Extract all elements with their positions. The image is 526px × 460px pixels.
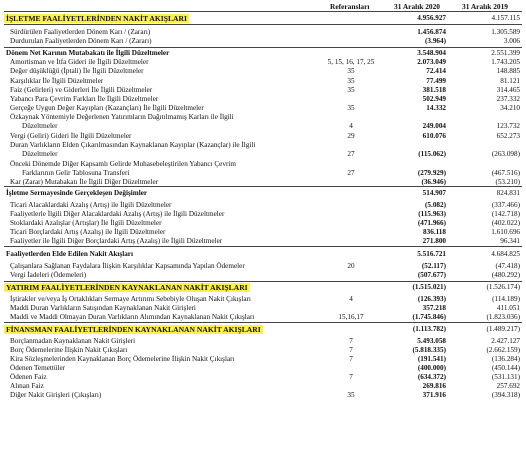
row-note-ref: 29 (347, 132, 355, 140)
row-value-2019: 34.210 (500, 104, 520, 112)
row-note-ref: 27 (347, 150, 355, 158)
row-label: Faaliyetlerle İlgili Diğer Alacaklardaki Azalış (Artış) ile İlgili Düzeltmeler (10, 210, 225, 218)
row-value-2020: (191.541) (417, 355, 446, 363)
table-row (0, 313, 526, 322)
table-row (0, 271, 526, 280)
row-value-2019: (402.022) (491, 219, 520, 227)
row-value-2020: (1.745.846) (412, 313, 446, 321)
header-2019: 31 Aralık 2019 (462, 2, 508, 11)
row-value-2019: (47.418) (495, 262, 520, 270)
row-label: Ödenen Faiz (10, 373, 47, 381)
row-value-2020: (36.946) (421, 178, 446, 186)
row-value-2020: 3.548.904 (417, 49, 446, 57)
row-value-2020: (279.929) (417, 169, 446, 177)
row-note-ref: 15,16,17 (338, 313, 364, 321)
table-row (0, 28, 526, 37)
row-value-2020: 357.218 (422, 304, 446, 312)
table-row (0, 141, 526, 150)
row-label: Dönem Net Karının Mutabakatı ile İlgili Düzeltmeler (6, 49, 170, 57)
section-rule (4, 322, 522, 323)
table-row (0, 283, 526, 292)
row-value-2019: 314.465 (496, 86, 520, 94)
row-note-ref: 7 (349, 373, 353, 381)
row-value-2019: 4.684.825 (491, 250, 520, 258)
row-value-2020: (5.818.335) (412, 346, 446, 354)
row-label: Maddi Duran Varlıkların Satışından Kaynaklanan Nakit Girişleri (10, 304, 196, 312)
row-label: İşletme Sermayesinde Gerçekleşen Değişimler (6, 189, 148, 197)
row-label: Faaliyetler ile İlgili Diğer Borçlardaki Artış (Azalış) ile İlgili Düzeltmeler (10, 237, 223, 245)
row-value-2020: 610.076 (422, 132, 446, 140)
row-note-ref: 35 (347, 391, 355, 399)
row-label: Vergi (Geliri) Gideri İle İlgili Düzeltmeler (10, 132, 132, 140)
row-note-ref: 27 (347, 169, 355, 177)
row-value-2019: 1.610.696 (491, 228, 520, 236)
row-value-2020: 72.414 (426, 67, 446, 75)
row-label: Karşılıklar İle İlgili Düzeltmeler (10, 77, 104, 85)
table-row (0, 201, 526, 210)
header-2020: 31 Aralık 2020 (394, 2, 440, 11)
row-value-2020: (400.000) (417, 364, 446, 372)
table-row (0, 228, 526, 237)
row-label: Borç Ödemelerine İlişkin Nakit Çıkışları (10, 346, 128, 354)
row-value-2019: (1.489.217) (486, 325, 520, 333)
table-row (0, 14, 526, 23)
table-row (0, 355, 526, 364)
row-label: Borçlanmadan Kaynaklanan Nakit Girişleri (10, 337, 136, 345)
section-rule (4, 246, 522, 247)
row-value-2019: 411.051 (496, 304, 520, 312)
table-row (0, 49, 526, 58)
row-value-2019: (337.466) (491, 201, 520, 209)
row-label: Stoklardaki Azalışlar (Artışlar) İle İlgili Düzeltmeler (10, 219, 162, 227)
row-value-2020: 1.456.874 (417, 28, 446, 36)
table-row (0, 219, 526, 228)
row-label: Değer düşüklüğü (İptali) İle İlgili Düzeltmeler (10, 67, 144, 75)
row-value-2019: 257.692 (496, 382, 520, 390)
table-row (0, 160, 526, 169)
row-value-2019: (531.131) (491, 373, 520, 381)
row-label: Duran Varlıkların Elden Çıkarılmasından Kaynaklanan Kayıplar (Kazançlar) ile İlgili (10, 141, 256, 149)
table-row (0, 67, 526, 76)
row-value-2020: 4.956.927 (417, 14, 446, 22)
row-label: Diğer Nakit Girişleri (Çıkışları) (10, 391, 102, 399)
table-row (0, 325, 526, 334)
row-value-2020: 2.073.049 (417, 58, 446, 66)
table-row (0, 113, 526, 122)
row-value-2020: 514.907 (422, 189, 446, 197)
table-row (0, 86, 526, 95)
table-row (0, 58, 526, 67)
row-value-2019: (142.718) (491, 210, 520, 218)
row-value-2019: (1.823.036) (486, 313, 520, 321)
row-label: Gerçeğe Uygun Değer Kayıpları (Kazançları) İle İlgili Düzeltmeler (10, 104, 204, 112)
row-label: Vergi İadeleri (Ödemeleri) (10, 271, 87, 279)
table-row (0, 77, 526, 86)
row-value-2020: 502.949 (422, 95, 446, 103)
row-label: Ticari Borçlardaki Artış (Azalış) ile İlgili Düzeltmeler (10, 228, 166, 236)
row-label: Kar (Zarar) Mutabakatı İle İlgili Diğer Düzeltmeler (10, 178, 159, 186)
row-value-2020: 249.004 (422, 122, 446, 130)
row-value-2020: 271.800 (422, 237, 446, 245)
row-value-2019: 824.831 (496, 189, 520, 197)
row-note-ref: 35 (347, 86, 355, 94)
row-label: Sürdürülen Faaliyetlerden Dönem Karı / (Zararı) (10, 28, 151, 36)
table-row (0, 237, 526, 246)
row-label (6, 283, 250, 292)
row-label: Amortisman ve İtfa Gideri ile İlgili Düzeltmeler (10, 58, 149, 66)
row-note-ref: 7 (349, 346, 353, 354)
table-row (0, 210, 526, 219)
row-value-2020: (5.082) (425, 201, 446, 209)
row-value-2020: 77.499 (426, 77, 446, 85)
row-note-ref: 7 (349, 355, 353, 363)
table-row (0, 364, 526, 373)
row-note-ref: 20 (347, 262, 355, 270)
row-value-2019: 1.743.205 (491, 58, 520, 66)
table-row (0, 132, 526, 141)
table-row (0, 169, 526, 178)
row-value-2019: 2.551.399 (491, 49, 520, 57)
row-value-2020: (126.393) (417, 295, 446, 303)
table-row (0, 104, 526, 113)
row-label: Ödenen Temettüler (10, 364, 66, 372)
row-value-2019: 148.885 (496, 67, 520, 75)
row-value-2019: 1.305.589 (491, 28, 520, 36)
row-value-2019: (394.318) (491, 391, 520, 399)
row-label: Düzeltmeler (22, 150, 58, 158)
table-row (0, 337, 526, 346)
row-note-ref: 7 (349, 337, 353, 345)
section-rule (4, 47, 522, 48)
row-note-ref: 4 (349, 122, 353, 130)
row-value-2019: 3.006 (503, 37, 520, 45)
row-label: Farklarının Gelir Tablosuna Transferi (22, 169, 130, 177)
header-notes: Referansları (330, 2, 370, 11)
row-value-2020: 14.332 (426, 104, 446, 112)
row-label: Faiz (Gelirleri) ve Giderleri İle İlgili Düzeltmeler (10, 86, 153, 94)
row-value-2020: (507.677) (417, 271, 446, 279)
row-label: İştirakler ve/veya İş Ortaklıkları Sermaye Artırımı Sebebiyle Oluşan Nakit Çıkışları (10, 295, 251, 303)
row-label: Maddi ve Maddi Olmayan Duran Varlıkların Alımından Kaynaklanan Nakit Çıkışları (10, 313, 255, 321)
row-label: Faaliyetlerden Elde Edilen Nakit Akışları (6, 250, 133, 258)
table-row (0, 150, 526, 159)
row-value-2019: (1.526.174) (486, 283, 520, 291)
row-label: Özkaynak Yöntemiyle Değerlenen Yatırımların Dağıtılmamış Karları ile İlgili (10, 113, 234, 121)
row-value-2019: (2.662.159) (486, 346, 520, 354)
table-row (0, 122, 526, 131)
row-value-2020: 371.916 (422, 391, 446, 399)
row-value-2020: (471.966) (417, 219, 446, 227)
row-value-2020: 5.493.058 (417, 337, 446, 345)
row-value-2020: 381.518 (422, 86, 446, 94)
row-value-2019: (263.098) (491, 150, 520, 158)
row-label: Kira Sözleşmelerinden Kaynaklanan Borç Ödemelerine İlişkin Nakit Çıkışları (10, 355, 235, 363)
row-note-ref: 4 (349, 295, 353, 303)
row-label (6, 14, 189, 23)
row-value-2019: 2.427.127 (491, 337, 520, 345)
row-label (6, 325, 263, 334)
row-value-2019: (480.292) (491, 271, 520, 279)
row-value-2019: (450.144) (491, 364, 520, 372)
table-row (0, 382, 526, 391)
row-label: Yabancı Para Çevrim Farkları İle İlgili Düzeltmeler (10, 95, 159, 103)
row-note-ref: 5, 15, 16, 17, 25 (327, 58, 375, 66)
row-value-2019: (53.210) (495, 178, 520, 186)
row-value-2020: (115.062) (418, 150, 446, 158)
row-value-2019: 237.332 (496, 95, 520, 103)
row-value-2020: 5.516.721 (417, 250, 446, 258)
row-value-2019: 652.273 (496, 132, 520, 140)
row-value-2019: (467.516) (491, 169, 520, 177)
row-value-2019: 96.341 (500, 237, 520, 245)
table-row (0, 95, 526, 104)
row-value-2020: (3.964) (425, 37, 446, 45)
table-row (0, 250, 526, 259)
row-value-2019: 123.732 (496, 122, 520, 130)
highlighted-section-title: YATIRIM FAALİYETLERİNDEN KAYNAKLANAN NAKİT AKIŞLARI (6, 283, 248, 292)
row-value-2020: (52.117) (421, 262, 446, 270)
row-note-ref: 35 (347, 67, 355, 75)
table-row (0, 391, 526, 400)
table-row (0, 373, 526, 382)
table-row (0, 346, 526, 355)
row-value-2020: 269.816 (422, 382, 446, 390)
row-value-2020: (115.963) (418, 210, 446, 218)
table-row (0, 189, 526, 198)
row-value-2019: (114.189) (492, 295, 520, 303)
row-value-2020: (634.372) (417, 373, 446, 381)
section-rule (4, 24, 522, 25)
row-value-2019: (136.284) (491, 355, 520, 363)
row-note-ref: 35 (347, 77, 355, 85)
header-rule (4, 11, 522, 12)
row-label: Ticari Alacaklardaki Azalış (Artış) ile İlgili Düzeltmeler (10, 201, 172, 209)
table-row (0, 295, 526, 304)
section-rule (4, 281, 522, 282)
row-label: Önceki Dönemde Diğer Kapsamlı Gelirde Muhasebeleştirilen Yabancı Çevrim (10, 160, 236, 168)
row-label: Durdurulan Faaliyetlerden Dönem Karı / (Zararı) (10, 37, 152, 45)
row-value-2020: (1.515.021) (412, 283, 446, 291)
row-note-ref: 35 (347, 104, 355, 112)
highlighted-section-title: İŞLETME FAALİYETLERİNDEN NAKİT AKIŞLARI (6, 14, 187, 23)
row-value-2019: 81.121 (500, 77, 520, 85)
row-value-2019: 4.157.115 (491, 14, 520, 22)
row-label: Çalışanlara Sağlanan Faydalara İlişkin Karşılıklar Kapsamında Yapılan Ödemeler (10, 262, 245, 270)
row-label: Düzeltmeler (22, 122, 58, 130)
row-value-2020: 836.118 (423, 228, 446, 236)
table-row (0, 304, 526, 313)
row-value-2020: (1.113.782) (412, 325, 446, 333)
table-row (0, 37, 526, 46)
table-row (0, 262, 526, 271)
row-label: Alınan Faiz (10, 382, 44, 390)
section-rule (4, 186, 522, 187)
highlighted-section-title: FİNANSMAN FAALİYETLERİNDEN KAYNAKLANAN NAKİT AKIŞLARI (6, 325, 261, 334)
